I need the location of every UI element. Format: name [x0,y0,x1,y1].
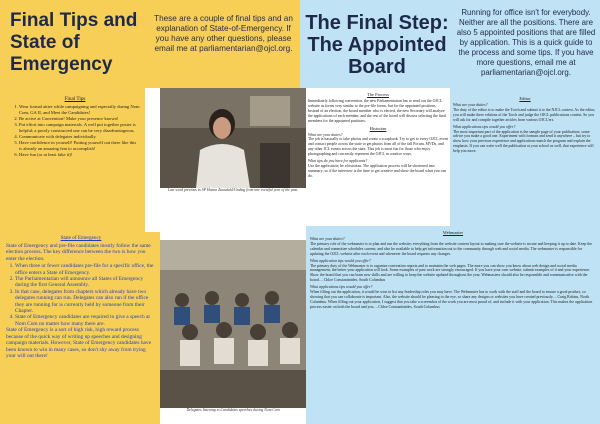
webmaster-question-2: What application tips would you offer? [310,258,371,263]
webmaster-question-1: What are your duties? [310,237,345,241]
historian-question-1: What are your duties? [308,132,343,137]
photo-caption-1: Last word previous to SP Hanna Ziantdahl/Unding from one eventful year of the past. [167,188,299,192]
webmaster-answer-2: The primary duty of the Webmaster is to organize convention reports and to maintain the web pages. The more you can show you know about web design and social media management, the better your application will look. Some examples of past work are strongly encouraged. If you have your own website, submit examples of it and your experience. Show the board that you can learn new skills and are willing to keep the website updated throughout the year. Webmasters should also be responsible and communicative with the board. – Chloe Constantinides, South Columbus [310,263,591,283]
final-tips-heading: Final Tips [64,96,86,102]
list-item: 2. The Parliamentarian will announce all States of Emergency during the first General Assembly. [15,276,156,289]
list-item: 3. Put effort into campaign materials. A well put together poster is helpful; a poorly constructed one can be very disadvantageous. [19,122,140,134]
editor-heading: Editor [519,96,531,101]
state-of-emergency-intro: State of Emergency and pre-file candidates mostly follow the same election process. The key difference between the two is how you enter the election. [6,243,151,262]
webmaster-panel [306,226,600,424]
editor-answer-1: The duty of the editor is to make the Torch and submit it to the NJCL contest. As the editor, you will make three editions of the Torch and judge the OJCL publications contest. So you will ask for and compile together articles from various OJCL'ers. [453,107,596,122]
photo-caption-2: Delegates listening to Candidates speeches during Nom Com [186,408,280,412]
appointed-board-blurb-panel [450,0,600,88]
historian-question-2: What tips do you have for applicants? [308,159,368,164]
webmaster-answer-3: When filling out the application, it would be wise to list any leadership roles you may have. The Webmaster has to work with the staff and the board to ensure a good product, so showing that you can collaborate is important. Also, the website should be pleasing to the eye, so share any designs or websites you have created previously. – Craig Robins, North Columbus. When filling out your application, I suggest that you take a screenshot of the work you are most proud of, and include it with your application. This makes the application process easier on both the board and you. – Chloe Constantinides, South Columbus [310,290,593,309]
appointed-board-blurb: Running for office isn't for everybody. Neither are all the positions. There are also 5 appointed positions that are filled by application. This is a quick guide to the process and some tips. If you have more questions, email me at parliamentarian@ojcl.org. [456,8,596,77]
webmaster-heading: Webmaster [442,230,464,235]
nomcom-photo-image [160,240,306,408]
historian-answer-2: Use the application; be a historian. The application process will be shortened into summary; so if the interview is the time to get creative and show the board what you can do. [308,163,446,178]
process-heading: The Process [367,92,389,97]
historian-heading: Historian [369,125,387,131]
webmaster-question-3: What applications tips would you offer? [310,285,373,290]
final-tips-blurb-panel [145,0,300,88]
speech-photo-image [160,88,306,188]
state-of-emergency-outro: State of Emergency is a sort of high risk, high reward process because of the quick way of writing up speeches and designing campaign materials. However, State of Emergency candidates have been known to win in many cases, so don't shy away from trying your will out there! [6,327,152,359]
final-tips-blurb: These are a couple of final tips and an explanation of State-of-Emergency. If you have any other questions, please email me at parliamentarian@ojcl.org. [154,14,293,53]
photo-nomcom [160,240,306,408]
list-item: 6. Have fun (or at least fake it)! [19,152,140,158]
list-item: 4. Communicate with delegates individually. [19,134,140,140]
editor-answer-2: The most important part of the application is the sample page of your publication; some advice you make a good one. Experiment with formats and send it anywhere – but try to show how your previous experience and applications match the program and explain the emphasis. If you can write well the publication at your school as well, that experience will help you more. [453,129,594,154]
state-of-emergency-section [6,235,156,360]
historian-answer-1: The job is basically to take photos and create a scrapbook. Try to get to every OJCL event and contact people across the state to get photos from all of the fall Forum, MVDs, and any other JCL events across the state. This job is most fun for those who enjoy photographing and can easily represent the OJCL in creative ways. [308,137,448,157]
list-item: 3. In that case, delegates from chapters which already have two delegates running can run. Delegates can also run if the office they are running for is currently held by someone from their Chapter. [15,289,156,315]
appointed-board-title: The Final Step: The Appointed Board [305,12,449,78]
webmaster-column [310,228,596,312]
process-historian-column [308,90,448,181]
editor-column [453,94,597,156]
editor-panel [450,88,600,226]
appointed-board-title-panel [300,0,450,88]
process-text: Immediately following convention, the new Parliamentarian has to send out the OJCL website as forms very similar to the pre-file forms, but for the appointed positions. Instead of an election, the board member who is elected, the new Secretary will analyze the applications of each member, and the rest of the board will discuss selecting the final members for the appointed positions. [308,99,446,123]
list-item: 1. When three or fewer candidates pre-file for a specific office, the office enters a State of Emergency. [15,263,156,276]
final-tips-list-section [10,96,140,158]
final-tips-title: Final Tips and State of Emergency [10,10,138,75]
editor-question-2: What applications tips would you offer? [453,124,516,129]
final-tips-list [10,104,140,158]
process-historian-panel [306,88,450,226]
state-of-emergency-panel [0,232,160,424]
list-item: 1. Wear formal attire while campaigning and especially during Nom Com, GA II, and Meet the Candidates! [19,104,140,116]
list-item: 5. Have confidence in yourself! Putting yourself out there like this is already an amazing feat to accomplish! [19,140,140,152]
final-tips-panel [0,0,145,232]
list-item: 4. State of Emergency candidates are required to give a speech at Nom Com no matter how many there are. [15,314,156,327]
photo-speech [160,88,306,188]
webmaster-answer-1: The primary role of the webmaster is to plan and run the website; everything from the website content layout to making sure the website is secure and keeping it up to date. Keep the calendar and committee schedules current; and also be available to help get information out to the community through web and social media. The webmaster is responsible for updating the OJCL website after each event and whenever the board requests any changes. [310,241,592,256]
list-item: 2. Be active at Convention! Make your presence known! [19,116,140,122]
state-of-emergency-list [6,263,156,327]
editor-question-1: What are your duties? [453,103,488,107]
state-of-emergency-heading: State of Emergency [60,235,102,241]
